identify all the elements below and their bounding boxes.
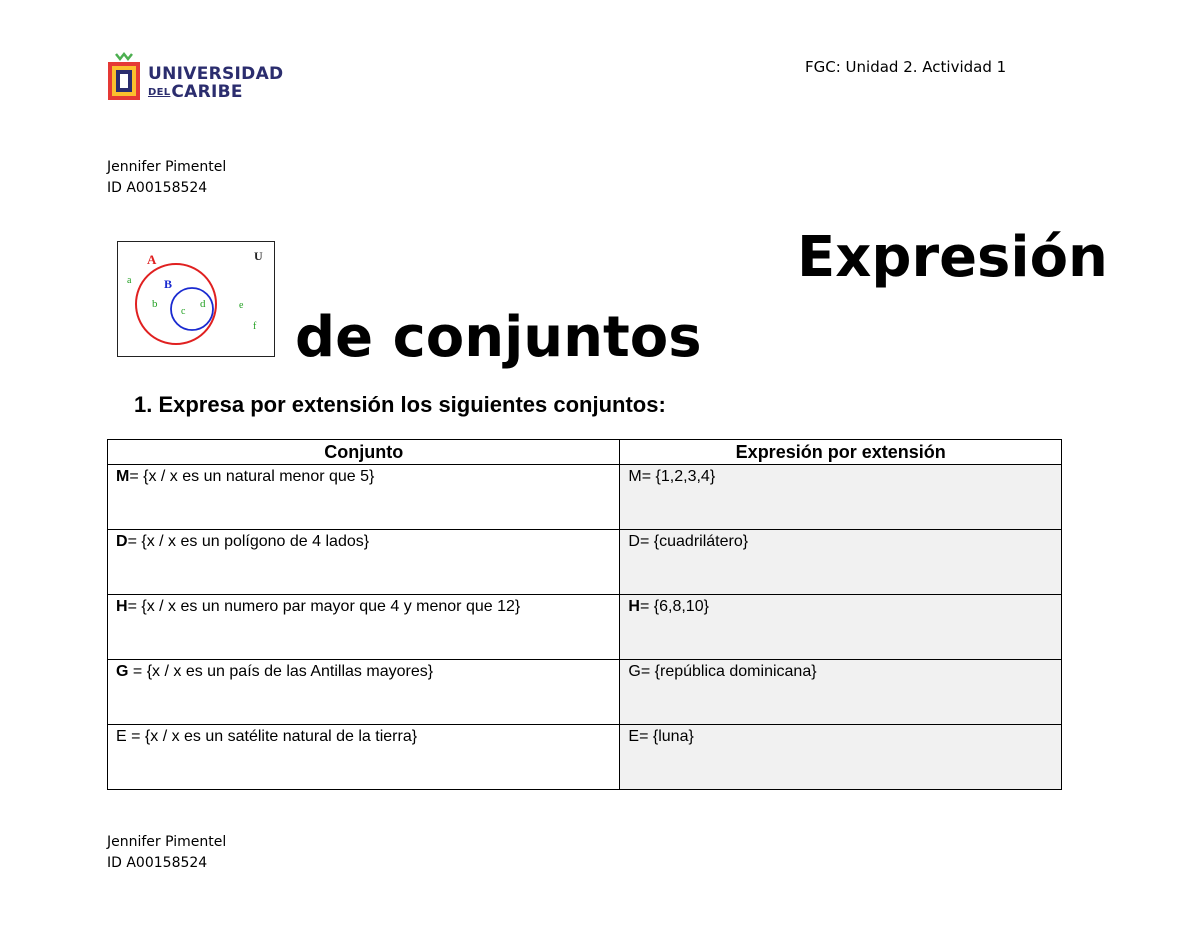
header-conjunto: Conjunto — [108, 440, 620, 465]
author-id: ID A00158524 — [107, 180, 208, 196]
extension-text: = {1,2,3,4} — [641, 468, 716, 485]
table-row — [108, 465, 1062, 530]
element-a: a — [127, 275, 132, 286]
set-extension — [620, 530, 1062, 595]
author-name: Jennifer Pimentel — [107, 159, 227, 175]
question-heading: 1. Expresa por extensión los siguientes conjuntos: — [134, 392, 666, 417]
extension-text: = {luna} — [639, 728, 694, 745]
set-b-circle — [171, 288, 213, 330]
footer-author-block — [107, 832, 226, 874]
element-d: d — [200, 298, 206, 310]
logo-caribe: CARIBE — [171, 82, 243, 102]
logo-emblem-icon — [106, 52, 142, 102]
element-b: b — [152, 298, 158, 310]
logo-line2 — [148, 84, 283, 101]
set-symbol: M — [116, 468, 130, 485]
set-definition-text: = {x / x es un natural menor que 5} — [129, 468, 375, 485]
footer-author-name: Jennifer Pimentel — [107, 834, 227, 850]
extension-symbol: H — [628, 598, 640, 615]
extension-text: = {6,8,10} — [639, 598, 709, 615]
course-label: FGC: Unidad 2. Actividad 1 — [805, 58, 1007, 76]
set-definition-text: = {x / x es un satélite natural de la tierra} — [126, 728, 418, 745]
table-row — [108, 595, 1062, 660]
sets-table — [107, 439, 1062, 790]
set-extension — [620, 465, 1062, 530]
set-definition — [108, 530, 620, 595]
set-b-label: B — [164, 277, 173, 291]
title-line2: de conjuntos — [295, 305, 702, 370]
set-symbol: H — [116, 598, 128, 615]
table-row — [108, 660, 1062, 725]
set-symbol: D — [116, 533, 128, 550]
set-definition — [108, 465, 620, 530]
extension-symbol: D — [628, 533, 640, 550]
extension-symbol: E — [628, 728, 640, 745]
extension-symbol: G — [628, 663, 641, 680]
set-extension — [620, 660, 1062, 725]
set-a-label: A — [147, 252, 157, 267]
venn-diagram — [117, 241, 275, 357]
title-line1: Expresión — [797, 225, 1108, 290]
table-row — [108, 530, 1062, 595]
extension-symbol: M — [628, 468, 642, 485]
extension-text: = {cuadrilátero} — [639, 533, 749, 550]
set-definition-text: = {x / x es un numero par mayor que 4 y menor que 12} — [127, 598, 521, 615]
set-symbol: E — [116, 728, 127, 745]
table-row — [108, 725, 1062, 790]
header-expresion: Expresión por extensión — [620, 440, 1062, 465]
set-definition — [108, 725, 620, 790]
set-symbol: G — [116, 663, 129, 680]
set-definition-text: = {x / x es un país de las Antillas mayores} — [128, 663, 434, 680]
element-f: f — [253, 321, 257, 332]
set-definition — [108, 660, 620, 725]
logo-line1: UNIVERSIDAD — [148, 64, 284, 84]
element-e: e — [239, 300, 244, 311]
set-definition-text: = {x / x es un polígono de 4 lados} — [127, 533, 370, 550]
table-header-row — [108, 440, 1062, 465]
footer-author-id: ID A00158524 — [107, 855, 208, 871]
element-c: c — [181, 306, 186, 317]
logo-del: DEL — [148, 87, 171, 98]
set-extension — [620, 725, 1062, 790]
set-definition — [108, 595, 620, 660]
set-extension — [620, 595, 1062, 660]
extension-text: = {república dominicana} — [640, 663, 817, 680]
author-block — [107, 157, 226, 199]
logo-text — [148, 66, 283, 101]
universe-label: U — [254, 249, 263, 263]
